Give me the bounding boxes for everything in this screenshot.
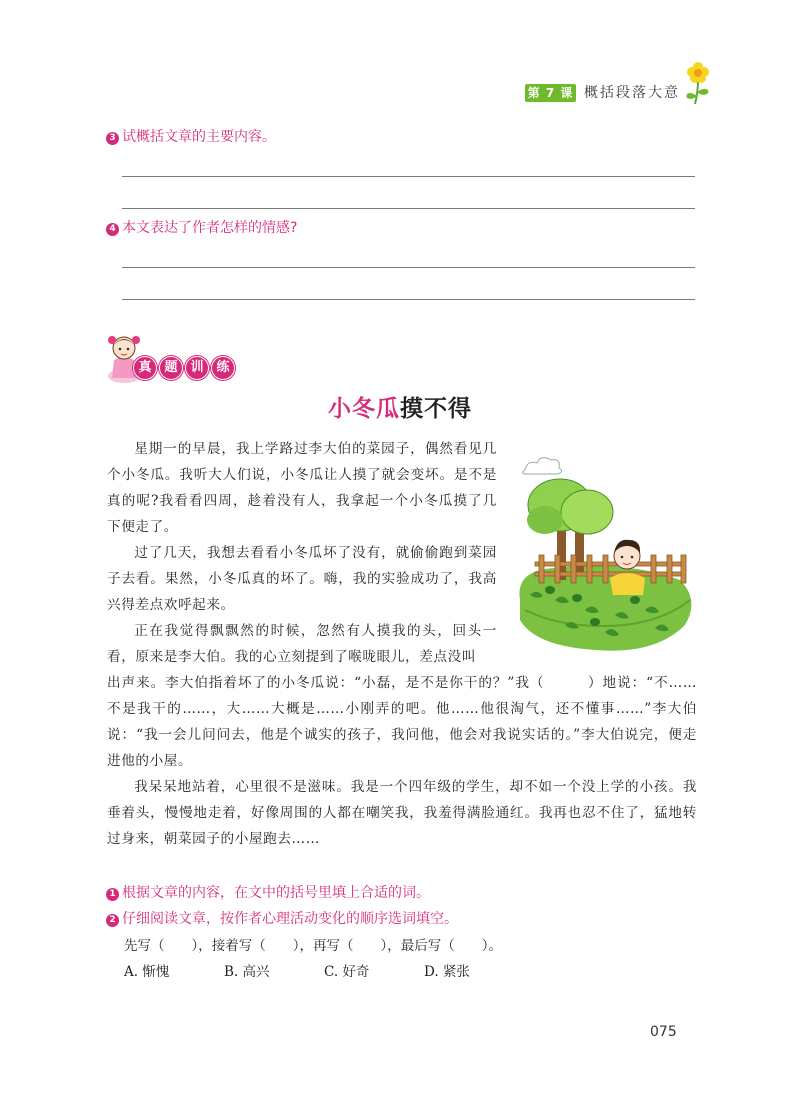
option-d <box>424 961 470 983</box>
question-number: 2 <box>106 914 119 927</box>
article-paragraph: 过了几天，我想去看看小冬瓜坏了没有，就偷偷跑到菜园子去看。果然，小冬瓜真的坏了。嗨，我的实验成功了，我高兴得差点欢呼起来。 <box>107 545 497 613</box>
section-title-char: 题 <box>159 356 183 380</box>
option-a <box>124 961 169 983</box>
question-number: 4 <box>106 223 119 236</box>
question-text: 根据文章的内容，在文中的括号里填上合适的词。 <box>122 885 430 901</box>
question-text: 本文表达了作者怎样的情感? <box>122 220 298 236</box>
question-number: 1 <box>106 888 119 901</box>
question-text: 试概括文章的主要内容。 <box>122 129 276 145</box>
question-text: 仔细阅读文章，按作者心理活动变化的顺序选词填空。 <box>122 911 458 927</box>
page-number: 075 <box>650 1024 677 1040</box>
option-letter: B. <box>224 964 239 980</box>
option-word: 紧张 <box>442 964 470 980</box>
answer-line[interactable] <box>122 299 695 300</box>
question-1 <box>106 884 430 902</box>
article-column-narrow <box>107 436 497 670</box>
option-word: 惭愧 <box>142 964 170 980</box>
section-title-char: 真 <box>133 356 157 380</box>
lesson-tag: 第 7 课 <box>525 84 576 102</box>
article-title <box>0 394 800 424</box>
question-3 <box>106 128 276 146</box>
garden-boy-illustration <box>505 450 700 660</box>
section-title-char: 练 <box>211 356 235 380</box>
article-column-wide <box>107 670 697 852</box>
fill-in-sentence[interactable]: 先写（ ），接着写（ ），再写（ ），最后写（ ）。 <box>124 938 502 954</box>
option-c <box>324 961 369 983</box>
option-letter: C. <box>324 964 339 980</box>
option-word: 好奇 <box>342 964 370 980</box>
section-title-real-exam-training <box>133 356 237 380</box>
article-paragraph: 星期一的早晨，我上学路过李大伯的菜园子，偶然看见几个小冬瓜。我听大人们说，小冬瓜让人摸了就会变坏。是不是真的呢?我看看四周，趁着没有人，我拿起一个小冬瓜摸了几下便走了。 <box>107 441 497 535</box>
lesson-topic: 概括段落大意 <box>584 85 680 101</box>
flower-icon <box>683 60 713 106</box>
article-paragraph: 出声来。李大伯指着坏了的小冬瓜说：“小磊，是不是你干的？”我（ ）地说：“不……不是我干的……，大……大概是……小刚弄的吧。他……他很淘气，还不懂事……”李大伯说：“我一会儿问问去，他是个诚实的孩子，我问他，他会对我说实话的。”李大伯说完，便走进他的小屋。 <box>107 675 697 769</box>
answer-line[interactable] <box>122 267 695 268</box>
question-2 <box>106 910 458 928</box>
question-4 <box>106 219 297 237</box>
option-b <box>224 961 270 983</box>
answer-line[interactable] <box>122 208 695 209</box>
question-number: 3 <box>106 132 119 145</box>
section-title-char: 训 <box>185 356 209 380</box>
article-title-highlight: 小冬瓜 <box>328 396 400 422</box>
article-paragraph: 正在我觉得飘飘然的时候，忽然有人摸我的头，回头一看，原来是李大伯。我的心立刻提到了喉咙眼儿，差点没叫 <box>107 623 497 665</box>
article-paragraph: 我呆呆地站着，心里很不是滋味。我是一个四年级的学生，却不如一个没上学的小孩。我垂着头，慢慢地走着，好像周围的人都在嘲笑我，我羞得满脸通红。我再也忍不住了，猛地转过身来，朝菜园子的小屋跑去…… <box>107 779 697 847</box>
article-title-rest: 摸不得 <box>400 396 472 422</box>
option-word: 高兴 <box>242 964 270 980</box>
option-letter: A. <box>124 964 139 980</box>
option-letter: D. <box>424 964 439 980</box>
answer-line[interactable] <box>122 176 695 177</box>
